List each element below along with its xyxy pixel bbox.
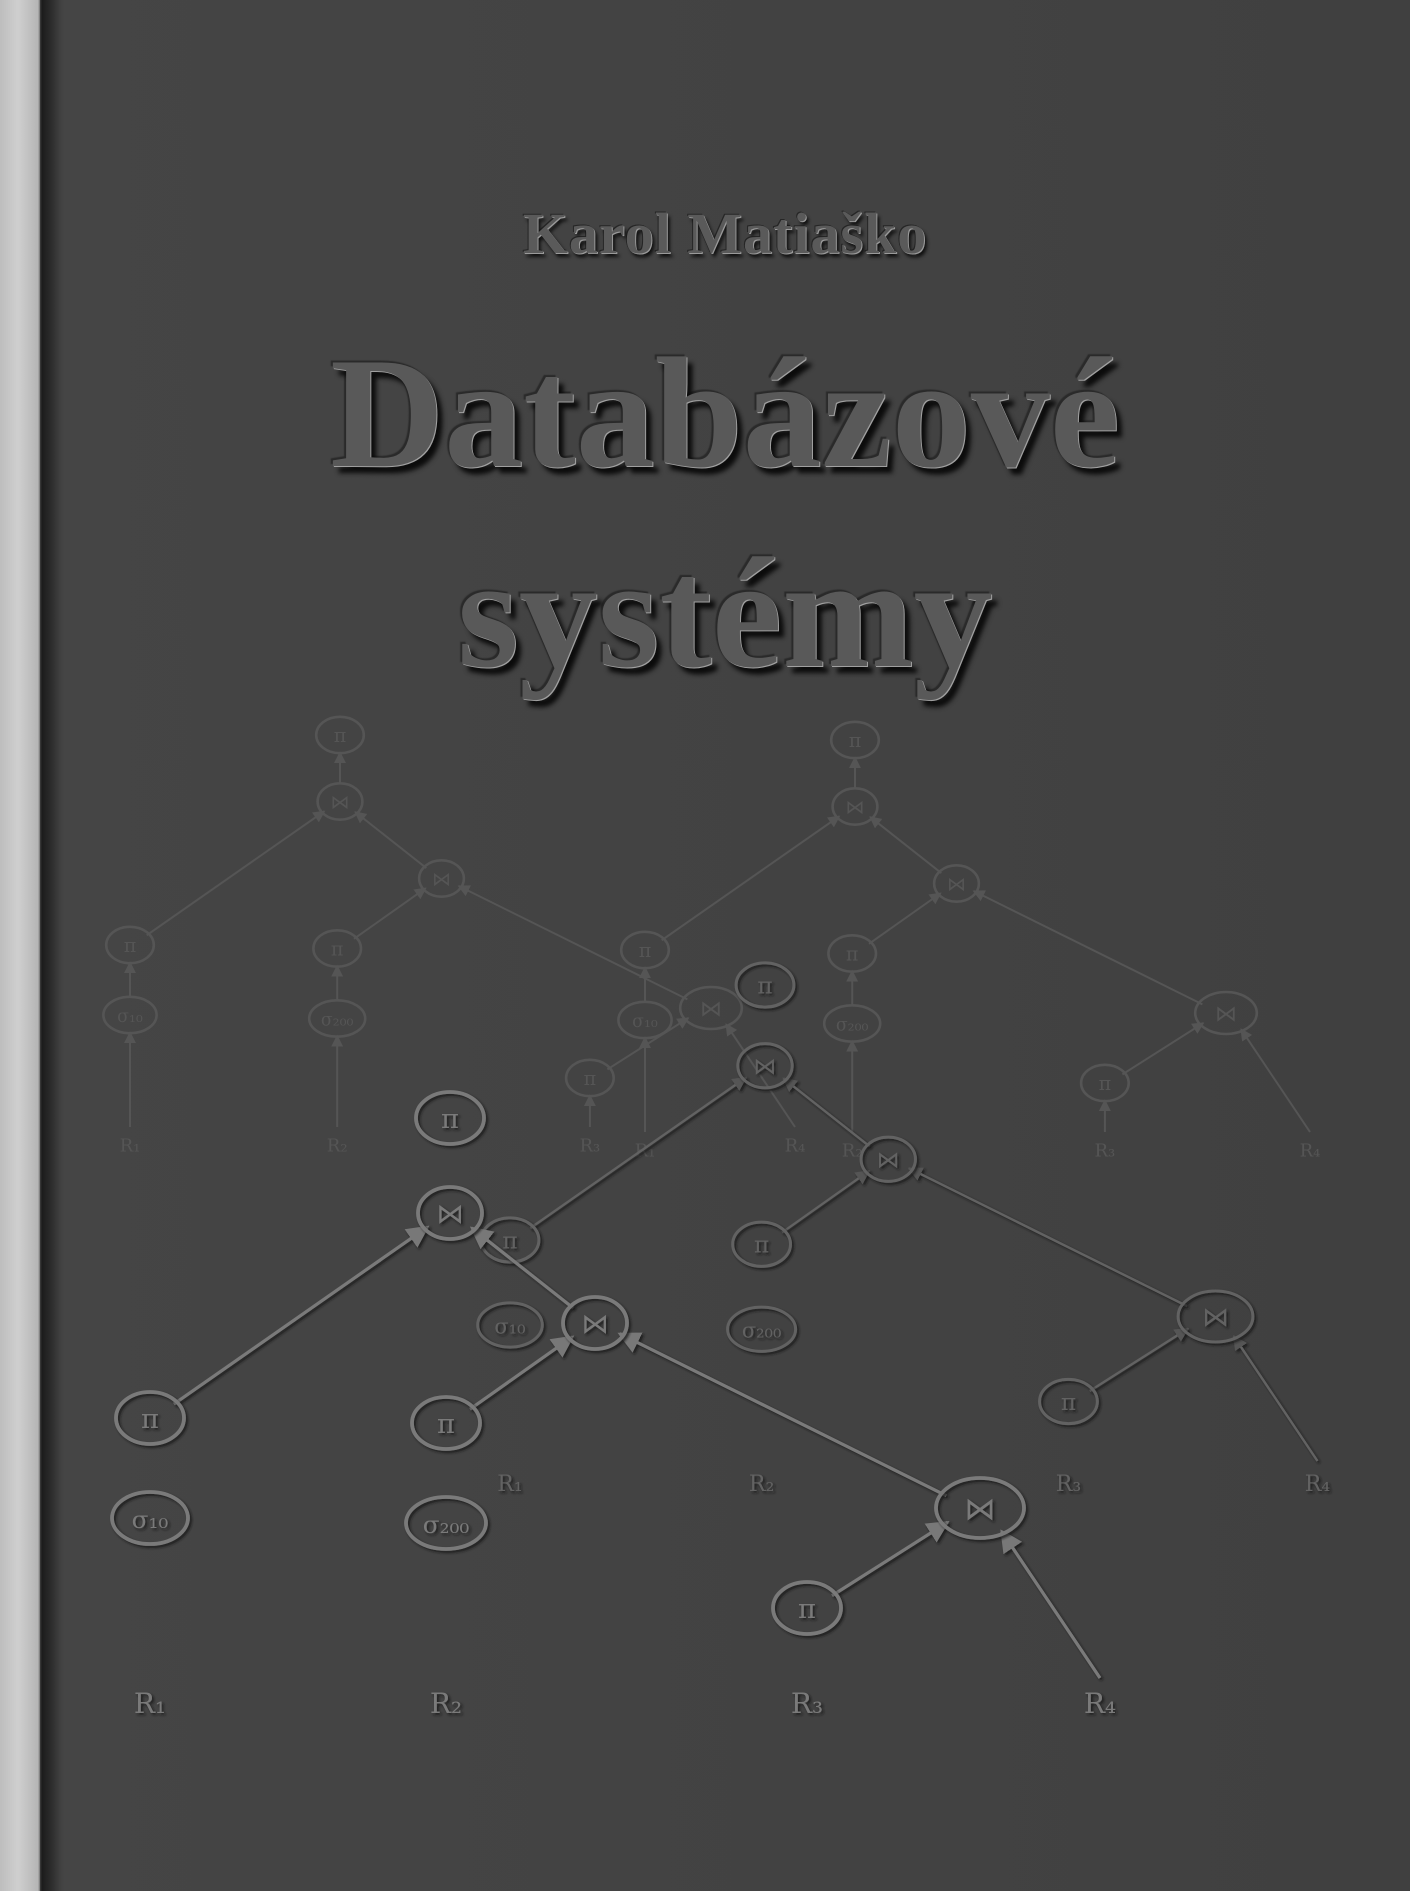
selection-node-label: σ₂₀₀ [741,1318,782,1343]
projection-node [1040,1379,1098,1423]
selection-node-label: σ₁₀ [131,1504,169,1534]
join-node-label: ⋈ [436,1198,464,1230]
tree-edge [1122,1023,1203,1074]
selection-node-label: σ₁₀ [632,1011,658,1032]
relation-label: R₂ [748,1471,775,1497]
projection-node-label: π [333,723,347,747]
tree-edge [472,1228,574,1308]
selection-node-label: σ₂₀₀ [422,1509,470,1539]
author-name: Karol Matiaško [522,201,928,266]
join-node-label: ⋈ [845,795,865,819]
projection-node-label: π [141,1403,159,1435]
relation-label: R₁ [119,1135,141,1157]
join-node [936,1478,1024,1538]
projection-node-label: π [441,1103,459,1135]
join-node-label: ⋈ [1202,1302,1229,1334]
query-tree-front [112,1092,1116,1720]
join-node [861,1137,915,1181]
relation-label: R₄ [1304,1471,1331,1497]
projection-node-label: π [330,937,344,961]
join-node [418,1187,482,1239]
projection-node [412,1397,480,1449]
projection-node-label: π [757,972,773,1000]
relation-label: R₃ [790,1687,824,1720]
tree-edge [832,1522,948,1595]
projection-node [481,1218,539,1262]
tree-edge [1234,1336,1318,1461]
join-node [1195,992,1257,1034]
projection-node [733,1222,791,1266]
join-node-label: ⋈ [753,1053,777,1081]
tree-edge [1002,1531,1100,1678]
projection-node [621,932,669,968]
projection-node [773,1582,841,1634]
join-node-label: ⋈ [581,1308,609,1340]
projection-node-label: π [437,1408,455,1440]
selection-node [309,1000,365,1036]
projection-node [831,722,879,758]
relation-label: R₁ [497,1471,523,1497]
tree-edge [909,1168,1187,1306]
selection-node-label: σ₁₀ [494,1314,526,1339]
tree-edge [459,886,688,999]
join-node [1178,1291,1253,1342]
join-node [934,865,979,901]
selection-node-label: σ₂₀₀ [835,1015,869,1036]
selection-node [406,1497,486,1549]
tree-edge [869,893,941,944]
join-node-label: ⋈ [876,1146,900,1174]
join-node [419,860,464,896]
projection-node [116,1392,184,1444]
tree-edge [870,817,941,873]
join-node-label: ⋈ [699,996,723,1022]
selection-node-label: σ₁₀ [117,1006,143,1027]
tree-edge [530,1078,746,1229]
join-node-label: ⋈ [431,867,452,891]
relation-label: R₁ [634,1140,656,1162]
selection-node [728,1307,796,1351]
projection-node-label: π [845,942,859,966]
tree-edge [782,1171,869,1233]
projection-node-label: π [583,1066,597,1090]
join-node-label: ⋈ [330,790,350,814]
projection-node-label: π [848,728,862,752]
query-tree-middle [478,963,1331,1497]
selection-node [112,1492,188,1544]
projection-node [313,930,361,966]
relation-label: R₄ [1083,1687,1117,1720]
join-node [563,1297,627,1349]
join-node [833,788,878,824]
selection-node-label: σ₂₀₀ [320,1010,354,1031]
query-tree-back [103,717,1320,1162]
selection-node [824,1005,880,1041]
selection-node [478,1303,543,1347]
relation-label: R₄ [784,1135,806,1157]
projection-node [316,717,364,753]
tree-edge [147,811,325,935]
selection-node [103,997,156,1033]
projection-node-label: π [1098,1071,1112,1095]
tree-edge [1241,1029,1310,1132]
tree-edge [354,888,426,939]
relation-label: R₃ [1094,1140,1116,1162]
projection-node-label: π [798,1593,816,1625]
tree-edge [174,1227,428,1404]
tree-edge [620,1334,947,1496]
relation-label: R₁ [133,1687,167,1720]
relation-label: R₂ [841,1140,863,1162]
relation-label: R₃ [579,1135,601,1157]
relation-label: R₄ [1299,1140,1321,1162]
projection-node [828,935,876,971]
join-node [680,987,742,1029]
projection-node [566,1060,614,1096]
relation-label: R₃ [1055,1471,1082,1497]
projection-node [736,963,794,1007]
tree-edge [662,816,840,940]
join-node [318,783,363,819]
tree-edge [355,812,426,868]
projection-node-label: π [1060,1388,1077,1416]
projection-node-label: π [502,1227,518,1255]
join-node-label: ⋈ [964,1491,996,1528]
projection-node-label: π [123,933,137,957]
projection-node-label: π [753,1231,770,1259]
tree-edge [470,1337,572,1409]
projection-node-label: π [638,938,652,962]
projection-node [1081,1065,1129,1101]
projection-node [106,927,154,963]
title-line-2: systémy [457,526,993,701]
selection-node [618,1002,671,1038]
title-line-1: Databázové [330,326,1120,501]
relation-label: R₂ [429,1687,463,1720]
tree-edge [974,891,1203,1004]
tree-edge [1090,1329,1188,1391]
join-node-label: ⋈ [946,872,967,896]
projection-node [416,1092,484,1144]
join-node-label: ⋈ [1214,1001,1238,1027]
relation-label: R₂ [326,1135,348,1157]
